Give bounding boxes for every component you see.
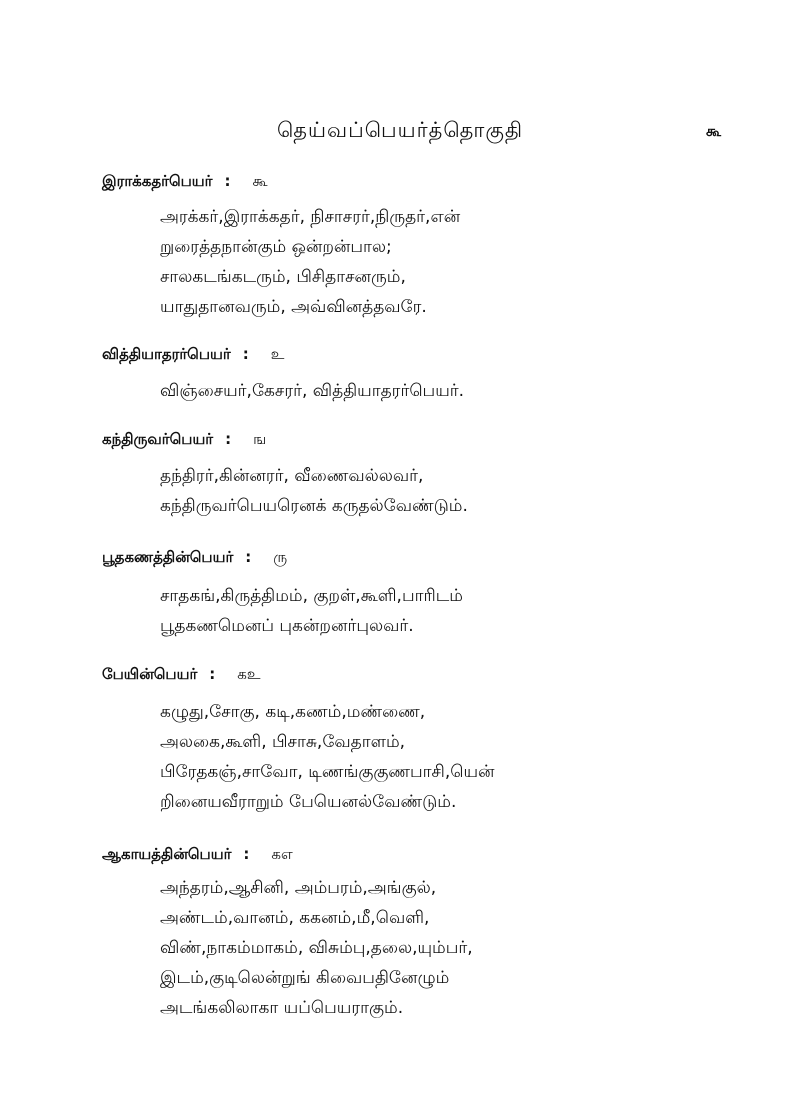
verse-line: அண்டம்,வானம், ககனம்,மீ,வெளி,	[160, 908, 430, 928]
section-heading	[102, 665, 261, 685]
heading-text: கந்திருவர்பெயர்	[102, 430, 214, 448]
verse-number: ரு	[273, 548, 288, 566]
verse-line: விண்,நாகம்மாகம், விசும்பு,தலை,யும்பர்,	[160, 938, 473, 958]
verse-line: பூதகணமெனப் புகன்றனர்புலவர்.	[160, 616, 414, 636]
section-heading	[102, 430, 266, 450]
section-heading	[102, 172, 268, 192]
heading-colon: :	[224, 172, 231, 190]
heading-colon: :	[245, 548, 252, 566]
verse-line: பிரேதகஞ்,சாவோ, டிணங்குகுணபாசி,யென்	[160, 762, 495, 782]
verse-line: விஞ்சையர்,கேசரர், வித்தியாதரர்பெயர்.	[160, 381, 465, 401]
verse-block	[160, 581, 463, 641]
verse-number: கூ	[252, 172, 268, 190]
verse-block	[160, 873, 473, 1023]
verse-block	[160, 461, 468, 521]
verse-line: றினையவீராறும் பேயெனல்வேண்டும்.	[160, 792, 457, 812]
heading-text: பேயின்பெயர்	[102, 665, 198, 683]
verse-line: அரக்கர்,இராக்கதர், நிசாசரர்,நிருதர்,என்	[160, 207, 461, 227]
verse-line: அந்தரம்,ஆசினி, அம்பரம்,அங்குல்,	[160, 878, 437, 898]
verse-number: கஎ	[271, 845, 293, 863]
page-number: கூ	[706, 122, 722, 140]
running-head: தெய்வப்பெயர்த்தொகுதி	[276, 118, 524, 142]
heading-text: பூதகணத்தின்பெயர்	[102, 548, 234, 566]
verse-line: தந்திரர்,கின்னரர், வீணைவல்லவர்,	[160, 466, 424, 486]
verse-line: கந்திருவர்பெயரெனக் கருதல்வேண்டும்.	[160, 496, 468, 516]
verse-block	[160, 697, 495, 817]
verse-number: கஉ	[237, 665, 261, 683]
verse-line: றுரைத்தநான்கும் ஒன்றன்பால;	[160, 237, 392, 257]
heading-text: இராக்கதர்பெயர்	[102, 172, 213, 190]
verse-line: இடம்,குடிலென்றுங் கிவைபதினேழும்	[160, 968, 450, 988]
verse-number: ங	[253, 430, 267, 448]
heading-colon: :	[225, 430, 232, 448]
section-heading	[102, 548, 287, 568]
verse-line: சாதகங்,கிருத்திமம், குறள்,கூளி,பாரிடம்	[160, 586, 463, 606]
verse-line: சாலகடங்கடரும், பிசிதாசனரும்,	[160, 267, 406, 287]
verse-line: அடங்கலிலாகா யப்பெயராகும்.	[160, 998, 404, 1018]
verse-block	[160, 202, 460, 322]
section-heading	[102, 345, 284, 365]
verse-line: யாதுதானவரும், அவ்வினத்தவரே.	[160, 297, 427, 317]
verse-block	[160, 376, 464, 406]
heading-colon: :	[242, 345, 249, 363]
verse-line: கழுது,சோகு, கடி,கணம்,மண்ணை,	[160, 702, 426, 722]
heading-colon: :	[209, 665, 216, 683]
heading-colon: :	[243, 845, 250, 863]
heading-text: வித்தியாதரர்பெயர்	[102, 345, 231, 363]
section-heading	[102, 845, 293, 865]
verse-number: உ	[270, 345, 285, 363]
verse-line: அலகை,கூளி, பிசாசு,வேதாளம்,	[160, 732, 406, 752]
heading-text: ஆகாயத்தின்பெயர்	[102, 845, 232, 863]
